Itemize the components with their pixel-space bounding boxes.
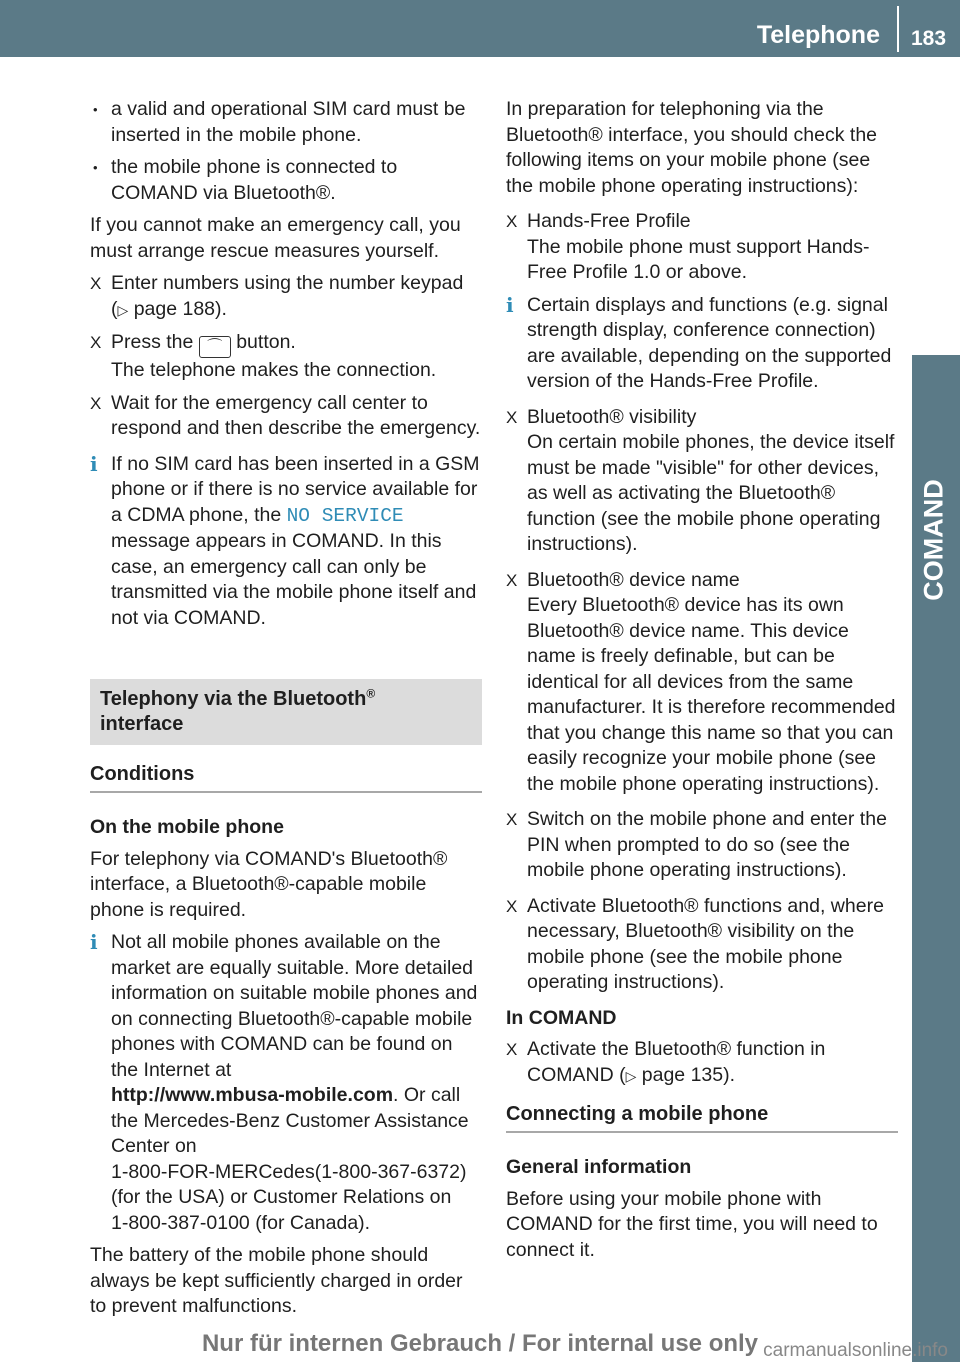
page-number: 183 [911,27,947,50]
step-text: The mobile phone must support Hands-Free Profile 1.0 or above. [527,235,870,283]
info-icon: i [90,930,98,954]
info-note [90,930,482,1236]
connecting-heading: Connecting a mobile phone [506,1101,898,1133]
phone-number-canada: 1-800-387-0100 (for Canada). [111,1211,371,1234]
step-text-end: page 135). [636,1063,736,1086]
step-result: The telephone makes the connection. [111,359,437,381]
page-ref-icon: ▷ [117,301,129,318]
step-item [506,568,898,798]
bullet-text: the mobile phone is connected to COMAND via Bluetooth®. [111,156,398,204]
step-arrow-icon: X [506,810,518,829]
phone-number-usa: 1-800-FOR-MERCedes(1-800-367-6372) [111,1160,467,1183]
step-text: Wait for the emergency call center to respond and then describe the emergency. [111,391,481,439]
step-title: Bluetooth® device name [527,568,740,591]
step-text: Enter numbers using the number keypad ( [111,272,464,320]
info-icon: i [506,292,514,317]
info-text-end: message appears in COMAND. In this case, an emergency call can only be transmitted via the mobile phone itself and not via COMAND. [111,530,477,629]
info-text-2: . Or call the Mercedes-Benz Customer Assistance Center on [111,1084,469,1157]
step-arrow-icon: X [90,274,102,293]
section-heading-text-2: interface [100,713,184,735]
right-column [506,97,898,1270]
subheading: General information [506,1156,692,1178]
bullet-icon: • [93,102,98,117]
step-text: Switch on the mobile phone and enter the PIN when prompted to do so (see the mobile phone operating instructions). [527,808,887,881]
phone-call-icon: ⌒ [199,336,231,358]
info-icon: i [90,451,98,476]
step-text-end: page 188). [128,297,227,320]
page-section-title: Telephone [756,21,880,49]
step-item [90,391,482,442]
step-item [506,1037,898,1089]
step-title: Bluetooth® visibility [527,405,697,428]
display-message: NO SERVICE [286,504,404,527]
step-text: Activate Bluetooth® functions and, where necessary, Bluetooth® visibility on the mobile phone (see the mobile phone operating instructions). [527,894,884,993]
step-title: Hands-Free Profile [527,210,691,232]
step-text: Every Bluetooth® device has its own Bluetooth® device name. This device name is freely definable, but can be identical for all devices from the same manufacturer. It is therefore recommended that you change this name so that you can easily recognize your mobile phone (see the mobile phone operating instructions). [527,594,896,795]
info-note [90,452,482,632]
registered-mark: ® [366,686,376,701]
website-url: http://www.mbusa-mobile.com [111,1084,394,1106]
subheading: On the mobile phone [90,816,284,838]
step-arrow-icon: X [506,896,518,916]
step-arrow-icon: X [506,1040,518,1059]
step-item [506,807,898,884]
step-arrow-icon: X [506,212,518,231]
left-column [90,97,482,1327]
subheading: In COMAND [506,1006,617,1029]
step-arrow-icon: X [90,393,102,413]
paragraph: Before using your mobile phone with COMAND for the first time, you will need to connect it. [506,1187,878,1261]
paragraph: For telephony via COMAND's Bluetooth® interface, a Bluetooth®-capable mobile phone is required. [90,847,448,921]
side-tab-label: COMAND [918,479,949,601]
step-text-end: button. [230,331,296,353]
header-divider [897,6,899,52]
list-item [90,155,482,206]
section-heading-text: Telephony via the Bluetooth [100,688,367,710]
bullet-icon: • [93,160,98,175]
info-note [506,293,898,395]
site-watermark: carmanualsonline.info [763,1340,948,1361]
step-arrow-icon: X [506,407,518,427]
step-arrow-icon: X [90,333,102,352]
step-item [506,894,898,996]
section-heading [90,679,482,745]
info-text-3: (for the USA) or Customer Relations on [111,1186,452,1208]
bullet-text: a valid and operational SIM card must be inserted in the mobile phone. [111,98,466,146]
step-item [90,330,482,384]
paragraph: In preparation for telephoning via the Bluetooth® interface, you should check the following items on your mobile phone (see the mobile phone operating instructions): [506,98,878,197]
step-text: Press the [111,331,199,353]
step-text: Activate the Bluetooth® function in COMAND ( [527,1038,826,1086]
info-text: If no SIM card has been inserted in a GSM phone or if there is no service available for a CDMA phone, the [111,452,480,526]
info-text: Certain displays and functions (e.g. signal strength display, conference connection) are available, depending on the supported version of the Hands-Free Profile. [527,293,892,392]
info-text: Not all mobile phones available on the market are equally suitable. More detailed information on suitable mobile phones and on connecting Bluetooth®-capable mobile phones with COMAND can be found on the Internet at [111,931,478,1081]
step-item [506,209,898,286]
page-ref-icon: ▷ [625,1067,637,1084]
step-item [506,405,898,558]
paragraph: The battery of the mobile phone should always be kept sufficiently charged in order to prevent malfunctions. [90,1244,463,1317]
conditions-heading: Conditions [90,761,482,793]
step-text: On certain mobile phones, the device itself must be made "visible" for other devices, as well as activating the Bluetooth® function (see the mobile phone operating instructions). [527,431,895,555]
paragraph: If you cannot make an emergency call, you must arrange rescue measures yourself. [90,214,461,262]
list-item [90,97,482,148]
internal-use-watermark: Nur für internen Gebrauch / For internal use only [201,1330,759,1357]
step-arrow-icon: X [506,570,518,590]
step-item [90,271,482,323]
